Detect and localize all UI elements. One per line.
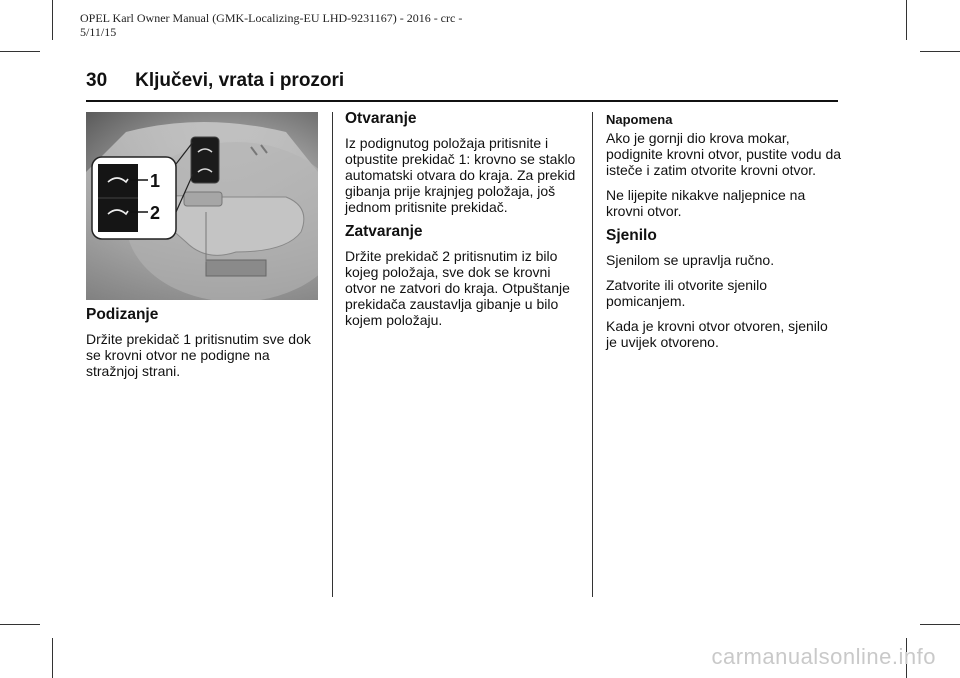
column-divider bbox=[592, 112, 593, 597]
callout-label-1: 1 bbox=[150, 171, 161, 191]
header-rule bbox=[86, 100, 838, 102]
paragraph: Držite prekidač 1 pritisnutim sve dok se krovni otvor ne podigne na stražnjoj strani. bbox=[86, 331, 311, 379]
watermark: carmanualsonline.info bbox=[711, 644, 936, 669]
paragraph: Ne lijepite nikakve naljepnice na krovni otvor. bbox=[606, 187, 806, 219]
heading-sjenilo: Sjenilo bbox=[606, 227, 657, 244]
crop-mark bbox=[920, 51, 960, 52]
heading-zatvaranje: Zatvaranje bbox=[345, 223, 423, 240]
sunroof-switch-figure bbox=[86, 112, 318, 300]
sunroof-switch-illustration bbox=[86, 112, 318, 300]
crop-mark bbox=[0, 624, 40, 625]
column-2 bbox=[345, 111, 581, 337]
column-3 bbox=[606, 112, 842, 359]
crop-mark bbox=[52, 0, 53, 40]
crop-mark bbox=[920, 624, 960, 625]
heading-otvaranje: Otvaranje bbox=[345, 110, 417, 127]
heading-podizanje: Podizanje bbox=[86, 306, 159, 323]
page-number: 30 bbox=[86, 70, 108, 91]
paragraph: Zatvorite ili otvorite sjenilo pomicanjem. bbox=[606, 277, 768, 309]
crop-mark bbox=[906, 0, 907, 40]
document-meta: OPEL Karl Owner Manual (GMK-Localizing-EU LHD-9231167) - 2016 - crc - 5/11/15 bbox=[80, 11, 463, 39]
crop-mark bbox=[52, 638, 53, 678]
page-heading bbox=[86, 70, 344, 92]
section-title: Ključevi, vrata i prozori bbox=[135, 70, 345, 91]
paragraph: Sjenilom se upravlja ručno. bbox=[606, 252, 775, 268]
callout-label-2: 2 bbox=[150, 203, 161, 223]
paragraph: Držite prekidač 2 pritisnutim iz bilo kojeg položaja, sve dok se krovni otvor ne zatvori do kraja. Otpuštanje prekidača zaustavlja gibanje u bilo kojem položaju. bbox=[345, 248, 570, 328]
column-1 bbox=[86, 307, 322, 388]
note-text: Ako je gornji dio krova mokar, podignite krovni otvor, pustite vodu da isteče i zatim otvorite krovni otvor. bbox=[606, 130, 842, 178]
paragraph: Kada je krovni otvor otvoren, sjenilo je uvijek otvoreno. bbox=[606, 318, 828, 350]
paragraph: Iz podignutog položaja pritisnite i otpustite prekidač 1: krovno se staklo automatski otvara do kraja. Za prekid gibanja prije krajnjeg položaja, još jednom pritisnite prekidač. bbox=[345, 135, 576, 215]
note-label: Napomena bbox=[606, 112, 673, 127]
column-divider bbox=[332, 112, 333, 597]
crop-mark bbox=[0, 51, 40, 52]
